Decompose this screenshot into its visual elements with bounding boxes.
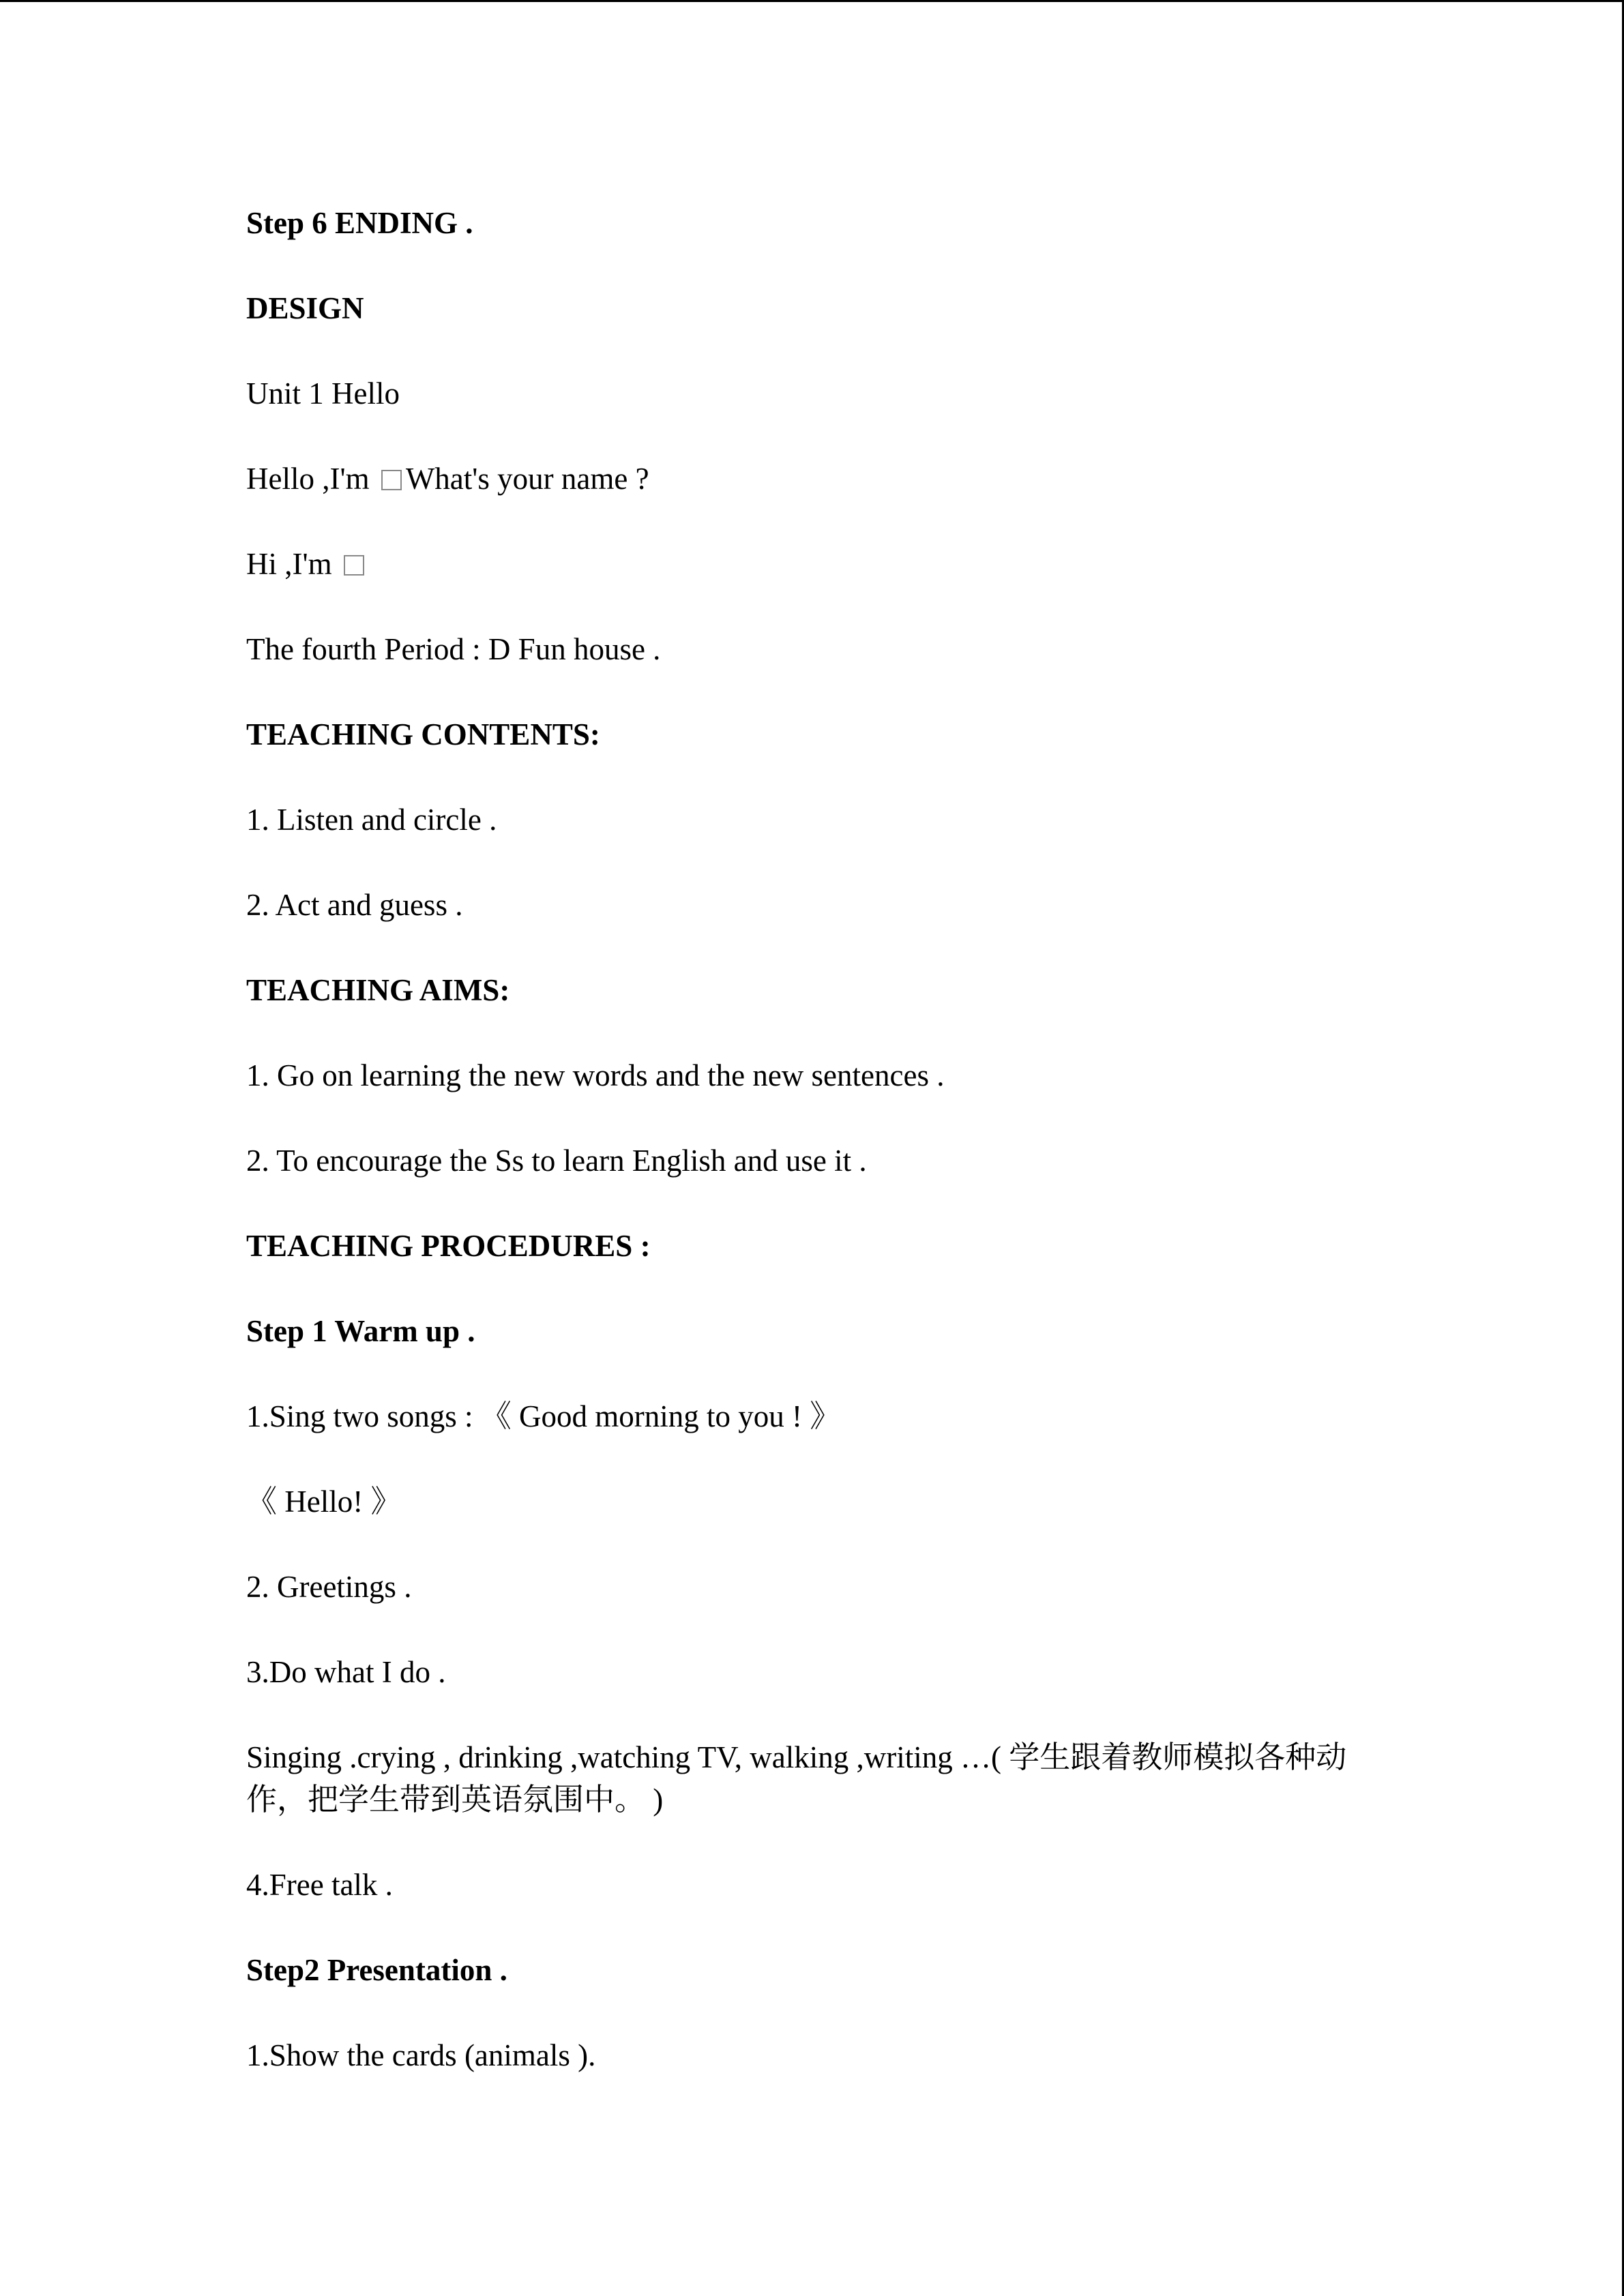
unit-title: Unit 1 Hello (246, 376, 400, 411)
aims-item-1: 1. Go on learning the new words and the new sentences . (246, 1058, 945, 1092)
document-body (246, 202, 1392, 2119)
aims-item-2: 2. To encourage the Ss to learn English and use it . (246, 1144, 867, 1178)
blank-box-icon (344, 555, 364, 576)
step1-item-1: 1.Sing two songs : 《 Good morning to you ! 》 (246, 1399, 841, 1433)
contents-heading: TEACHING CONTENTS: (246, 717, 600, 751)
dialogue-line-1-end: What's your name ? (405, 462, 649, 496)
step2-item-1: 1.Show the cards (animals ). (246, 2038, 596, 2072)
dialogue-line-1-start: Hello ,I'm (246, 462, 377, 496)
period-title: The fourth Period : D Fun house . (246, 632, 661, 666)
aims-heading: TEACHING AIMS: (246, 973, 510, 1007)
dialogue-line-2 (246, 543, 1392, 585)
design-heading: DESIGN (246, 291, 364, 325)
procedures-heading: TEACHING PROCEDURES : (246, 1229, 651, 1263)
page-border-top (0, 0, 1624, 2)
step1-song-2: 《 Hello! 》 (246, 1485, 402, 1519)
blank-box-icon (381, 470, 402, 490)
step1-item-3: 3.Do what I do . (246, 1655, 446, 1689)
step1-heading: Step 1 Warm up . (246, 1314, 475, 1348)
step1-actions: Singing .crying , drinking ,watching TV, walking ,writing …( 学生跟着教师模拟各种动作，把学生带到英语氛围中。 ) (246, 1740, 1347, 1817)
contents-item-1: 1. Listen and circle . (246, 803, 497, 837)
contents-item-2: 2. Act and guess . (246, 888, 463, 922)
dialogue-line-2-start: Hi ,I'm (246, 547, 340, 581)
step6-heading: Step 6 ENDING . (246, 206, 473, 240)
step1-item-4: 4.Free talk . (246, 1868, 393, 1902)
step2-heading: Step2 Presentation . (246, 1953, 507, 1987)
dialogue-line-1 (246, 458, 1392, 500)
step1-item-2: 2. Greetings . (246, 1570, 412, 1604)
